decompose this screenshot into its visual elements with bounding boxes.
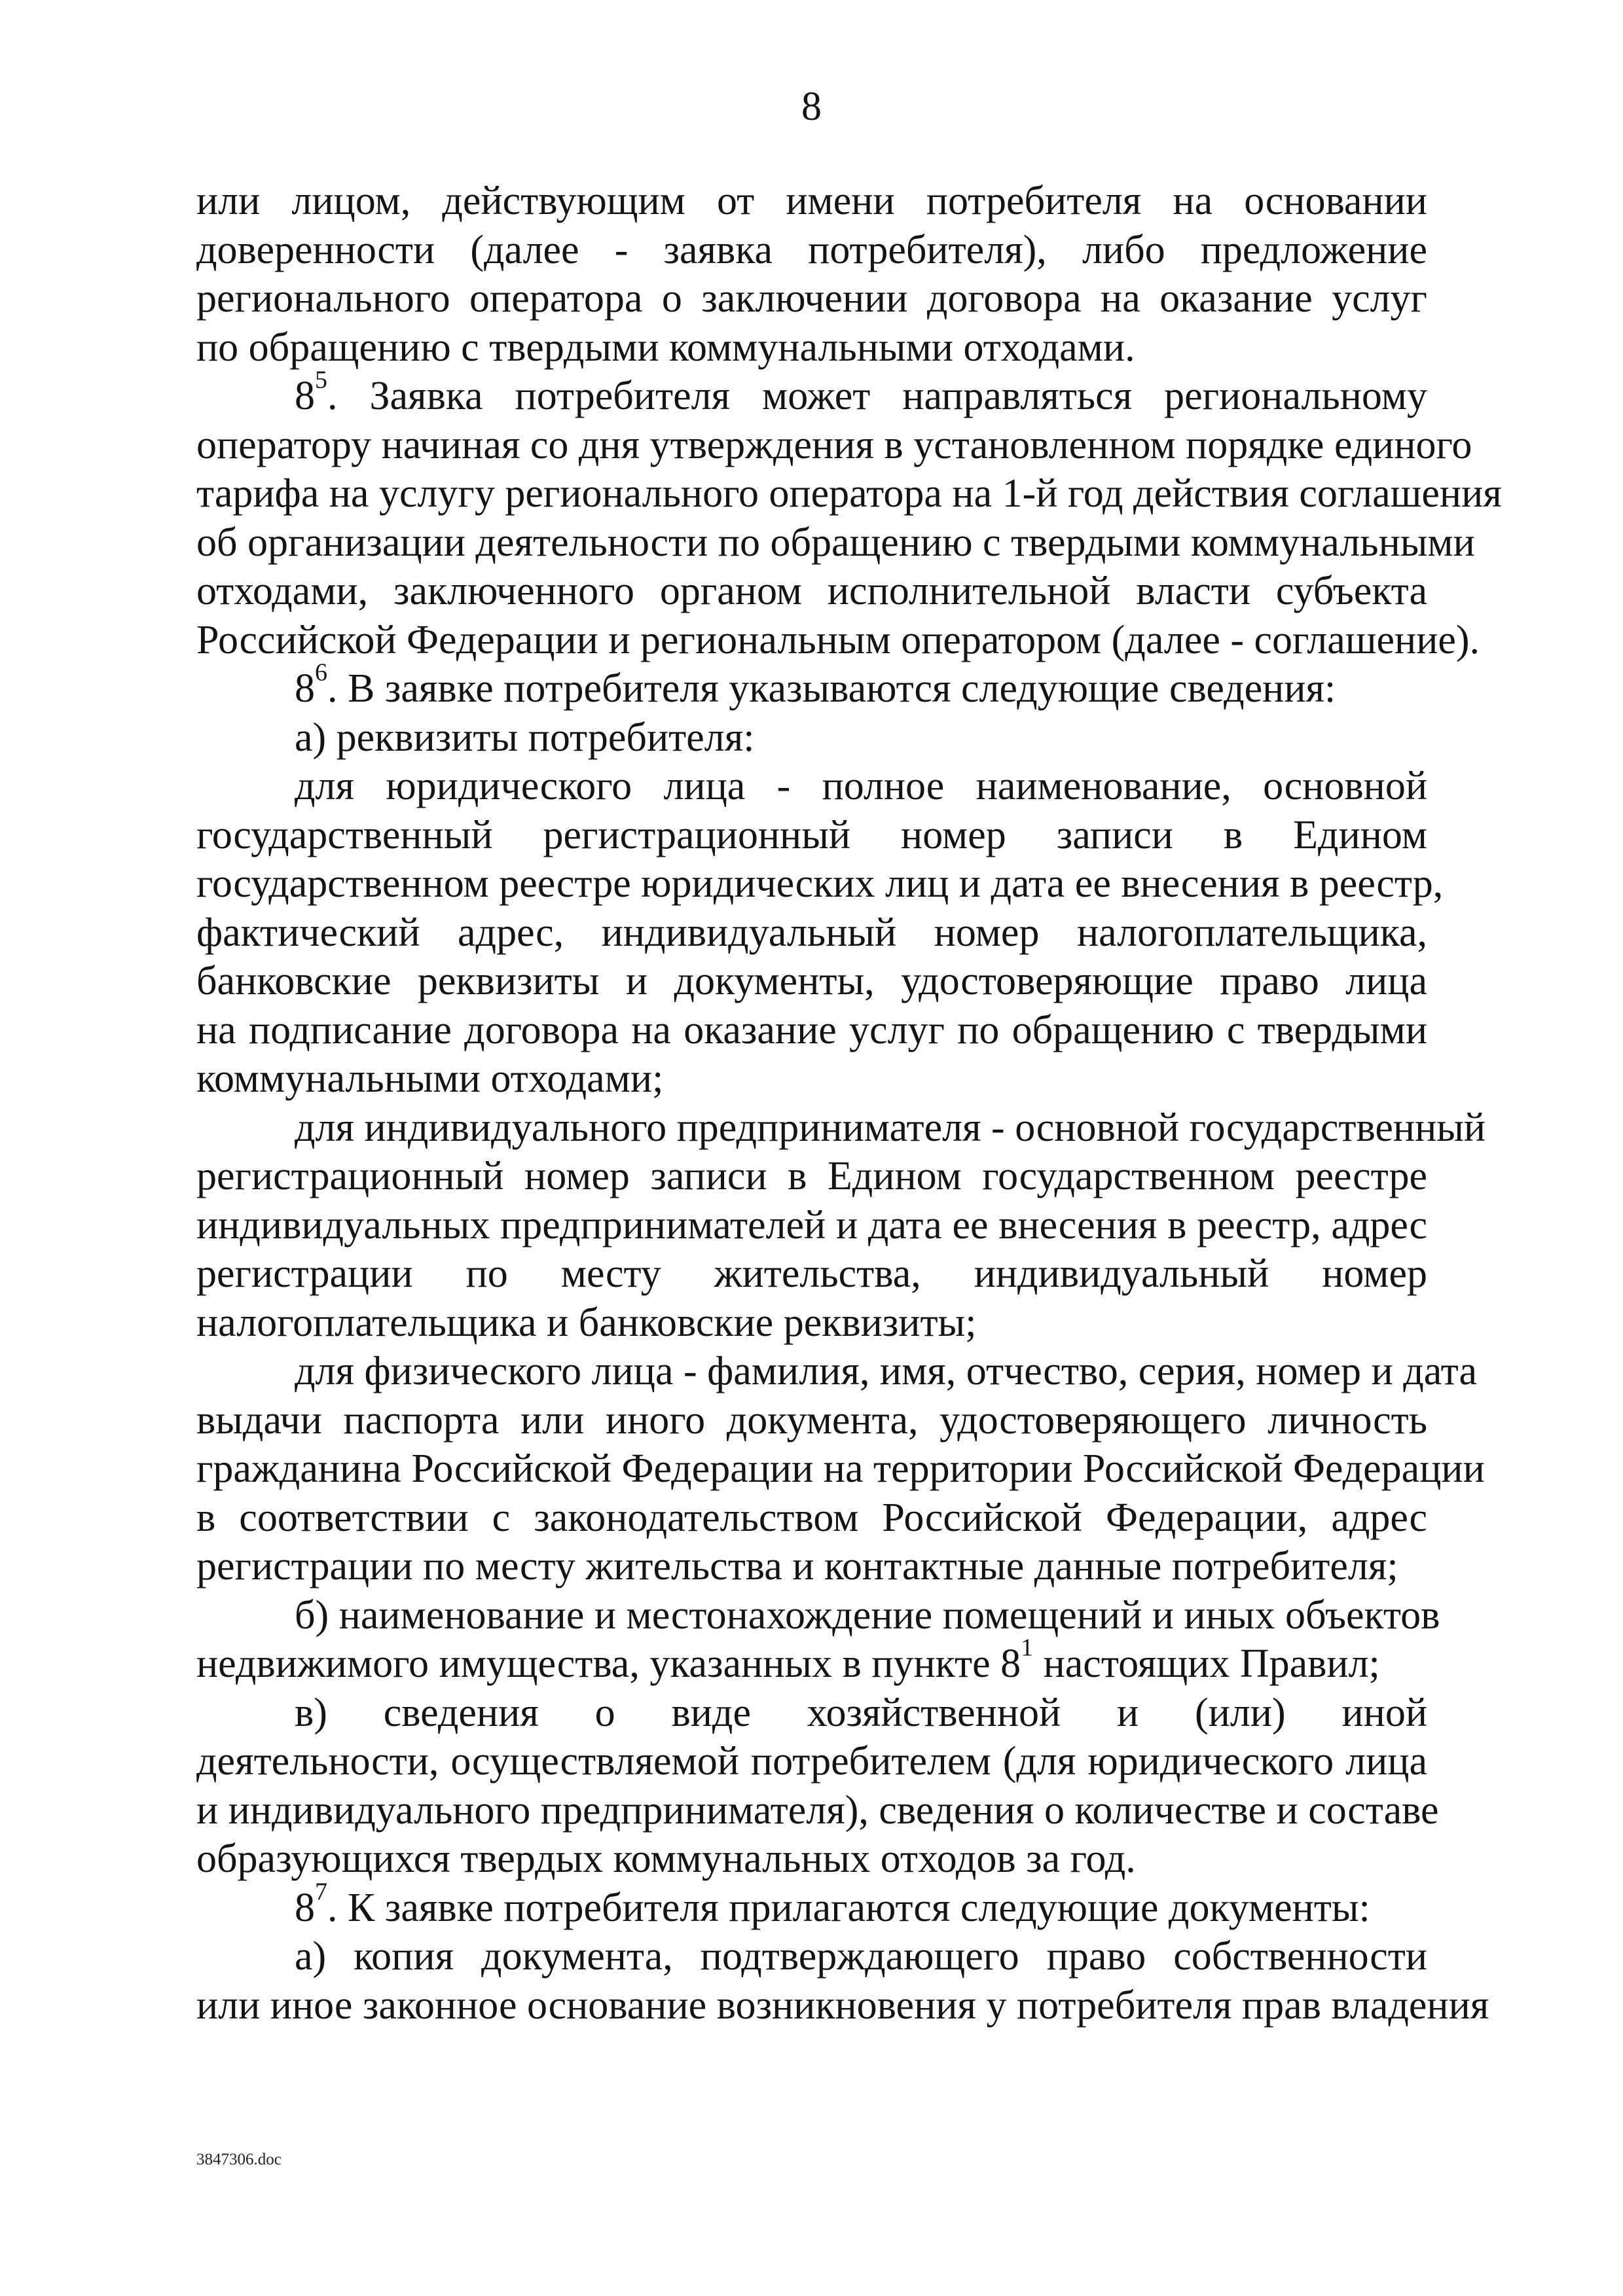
text-line: на подписание договора на оказание услуг по обращению с твердыми bbox=[196, 1007, 1427, 1052]
text-line: тарифа на услугу регионального оператора на 1-й год действия соглашения bbox=[196, 471, 1502, 516]
superscript-index: 6 bbox=[315, 658, 327, 687]
text-line: фактический адрес, индивидуальный номер налогоплательщика, bbox=[196, 910, 1427, 955]
text-line: деятельности, осуществляемой потребителем (для юридического лица bbox=[196, 1739, 1427, 1784]
text-line: в соответствии с законодательством Российской Федерации, адрес bbox=[196, 1495, 1427, 1540]
text-line-ref-8-1: недвижимого имущества, указанных в пункте $8^1$ настоящих Правил; bbox=[196, 1634, 1380, 1686]
text-line: для физического лица - фамилия, имя, отчество, серия, номер и дата bbox=[295, 1349, 1478, 1393]
text-line: регионального оператора о заключении договора на оказание услуг bbox=[196, 276, 1427, 321]
page-number: 8 bbox=[801, 84, 822, 129]
text-line: регистрации по месту жительства и контактные данные потребителя; bbox=[196, 1544, 1398, 1588]
document-filename-footer: 3847306.doc bbox=[196, 2151, 282, 2168]
text-line: регистрационный номер записи в Едином государственном реестре bbox=[196, 1154, 1427, 1198]
text-line-clause-8-5: $8^5$. Заявка потребителя может направляться региональному bbox=[295, 366, 1427, 418]
text-line: доверенности (далее - заявка потребителя), либо предложение bbox=[196, 227, 1427, 272]
text-line: об организации деятельности по обращению с твердыми коммунальными bbox=[196, 520, 1475, 565]
text-line: или лицом, действующим от имени потребителя на основании bbox=[196, 179, 1427, 223]
text-line: коммунальными отходами; bbox=[196, 1056, 664, 1101]
text-line: Российской Федерации и региональным оператором (далее - соглашение). bbox=[196, 617, 1480, 662]
text-line: образующихся твердых коммунальных отходов за год. bbox=[196, 1837, 1136, 1881]
text-line: а) копия документа, подтверждающего право собственности bbox=[295, 1934, 1427, 1979]
text-line: банковские реквизиты и документы, удостоверяющие право лица bbox=[196, 959, 1427, 1003]
text-line: государственный регистрационный номер записи в Едином bbox=[196, 812, 1427, 857]
text-line-clause-8-6: $8^6$. В заявке потребителя указываются следующие сведения: bbox=[295, 658, 1336, 711]
text-line-clause-8-7: $8^7$. К заявке потребителя прилагаются следующие документы: bbox=[295, 1878, 1370, 1930]
text-line: или иное законное основание возникновения у потребителя прав владения bbox=[196, 1982, 1489, 2028]
text-line: гражданина Российской Федерации на территории Российской Федерации bbox=[196, 1446, 1485, 1491]
text-line: а) реквизиты потребителя: bbox=[295, 715, 755, 760]
superscript-index: 7 bbox=[315, 1878, 327, 1906]
text-line: выдачи паспорта или иного документа, удостоверяющего личность bbox=[196, 1397, 1427, 1443]
text-line: для индивидуального предпринимателя - основной государственный bbox=[295, 1105, 1486, 1150]
text-line: отходами, заключенного органом исполнительной власти субъекта bbox=[196, 569, 1427, 613]
superscript-index: 1 bbox=[1021, 1634, 1034, 1662]
superscript-index: 5 bbox=[315, 366, 327, 394]
text-line: по обращению с твердыми коммунальными отходами. bbox=[196, 325, 1135, 370]
text-line: налогоплательщика и банковские реквизиты; bbox=[196, 1300, 977, 1345]
text-line: индивидуальных предпринимателей и дата ее внесения в реестр, адрес bbox=[196, 1202, 1427, 1247]
text-line: б) наименование и местонахождение помещений и иных объектов bbox=[295, 1592, 1440, 1638]
text-line: регистрации по месту жительства, индивидуальный номер bbox=[196, 1251, 1427, 1296]
text-line: государственном реестре юридических лиц и дата ее внесения в реестр, bbox=[196, 861, 1444, 906]
text-line: для юридического лица - полное наименование, основной bbox=[295, 764, 1427, 808]
document-body bbox=[196, 177, 1502, 2030]
text-line: в) сведения о виде хозяйственной и (или) иной bbox=[295, 1690, 1427, 1735]
text-line: оператору начиная со дня утверждения в установленном порядке единого bbox=[196, 422, 1472, 467]
text-line: и индивидуального предпринимателя), сведения о количестве и составе bbox=[196, 1787, 1439, 1833]
